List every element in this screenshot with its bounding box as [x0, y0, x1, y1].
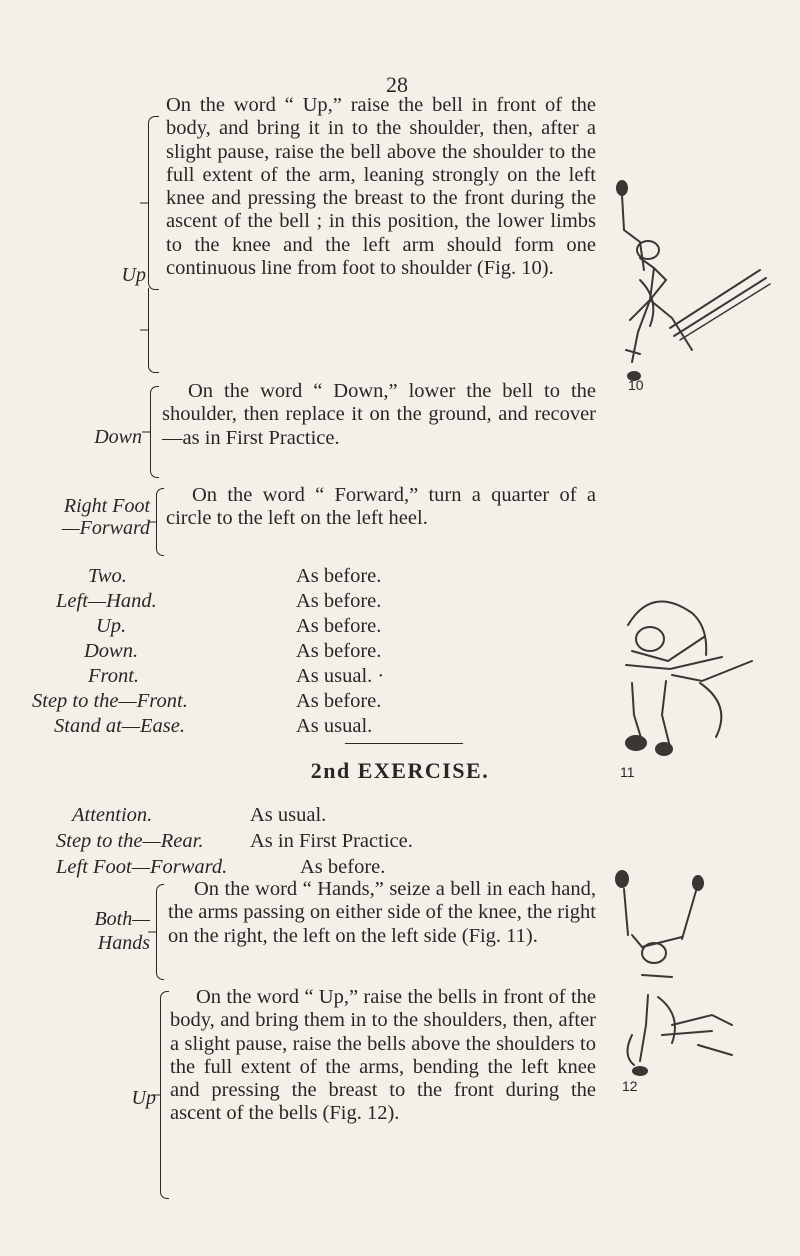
command-text: Two.: [88, 565, 127, 587]
two-bell-exercise-illustration: [612, 565, 792, 785]
up-brace: [148, 116, 159, 290]
figure-number: 11: [620, 764, 635, 780]
command-result: As in First Practice.: [250, 830, 413, 852]
command-result: As before.: [296, 690, 382, 712]
command-result: As usual. ·: [296, 665, 385, 687]
both-hands-label-line1: Both—: [94, 908, 150, 930]
overhead-bells-illustration: [612, 865, 792, 1095]
up-label: Up: [121, 264, 146, 286]
exercise-up-label: Up: [131, 1087, 156, 1109]
down-text: On the word “ Down,” lower the bell to the shoulder, then replace it on the ground, and recover—as in First Practice.: [162, 380, 596, 449]
command-text: Step to the—Rear.: [56, 830, 204, 852]
figure-10: [610, 150, 790, 390]
command-result: As usual.: [250, 804, 327, 826]
right-foot-label-line1: Right Foot: [63, 495, 150, 517]
command-result: As before.: [296, 590, 382, 612]
command-text: Front.: [88, 665, 140, 687]
figure-number: 10: [628, 377, 644, 390]
page-number: 28: [386, 72, 408, 97]
right-foot-brace: [156, 488, 164, 556]
exercise-up-text: On the word “ Up,” raise the bells in front of the body, and bring them in to the shoulders, then, after a slight pause, raise the bells above the shoulders to the full extent of the arms, bending the left knee and pressing the breast to the front during the ascent of the bells (Fig. 12).: [170, 986, 596, 1125]
section-divider: [345, 743, 463, 744]
both-hands-brace: [156, 884, 164, 980]
exercise-heading: 2nd EXERCISE.: [310, 758, 490, 783]
right-foot-label-line2: —Forward: [61, 517, 150, 539]
right-foot-text: On the word “ Forward,” turn a quarter of a circle to the left on the left heel.: [166, 484, 596, 530]
command-result: As usual.: [296, 715, 373, 737]
command-text: Step to the—Front.: [32, 690, 188, 712]
figure-11: [612, 565, 792, 785]
command-text: Up.: [96, 615, 127, 637]
figure-12: [612, 865, 792, 1095]
exercise-up-brace: [160, 991, 169, 1199]
both-hands-label-line2: Hands: [97, 932, 150, 954]
down-label: Down: [94, 426, 142, 448]
command-text: Stand at—Ease.: [54, 715, 185, 737]
command-text: Left—Hand.: [56, 590, 157, 612]
command-text: Attention.: [72, 804, 153, 826]
up-brace-lower: [148, 288, 159, 373]
both-hands-text: On the word “ Hands,” seize a bell in each hand, the arms passing on either side of the knee, the right on the right, the left on the left side (Fig. 11).: [168, 878, 596, 947]
command-result: As before.: [300, 856, 386, 878]
up-text: On the word “ Up,” raise the bell in front of the body, and bring it in to the shoulder, then, after a slight pause, raise the bell above the shoulder to the full extent of the arm, leaning strongly on the left knee and pressing the breast to the front during the ascent of the bell ; in this position, the lower limbs to the knee and the left arm should form one continuous line from foot to shoulder (Fig. 10).: [166, 94, 596, 280]
figure-number: 12: [622, 1078, 638, 1094]
dumbbell-exercise-illustration: [610, 150, 790, 390]
command-result: As before.: [296, 640, 382, 662]
command-result: As before.: [296, 615, 382, 637]
command-result: As before.: [296, 565, 382, 587]
down-brace: [150, 386, 159, 478]
command-text: Down.: [84, 640, 139, 662]
command-text: Left Foot—Forward.: [56, 856, 228, 878]
